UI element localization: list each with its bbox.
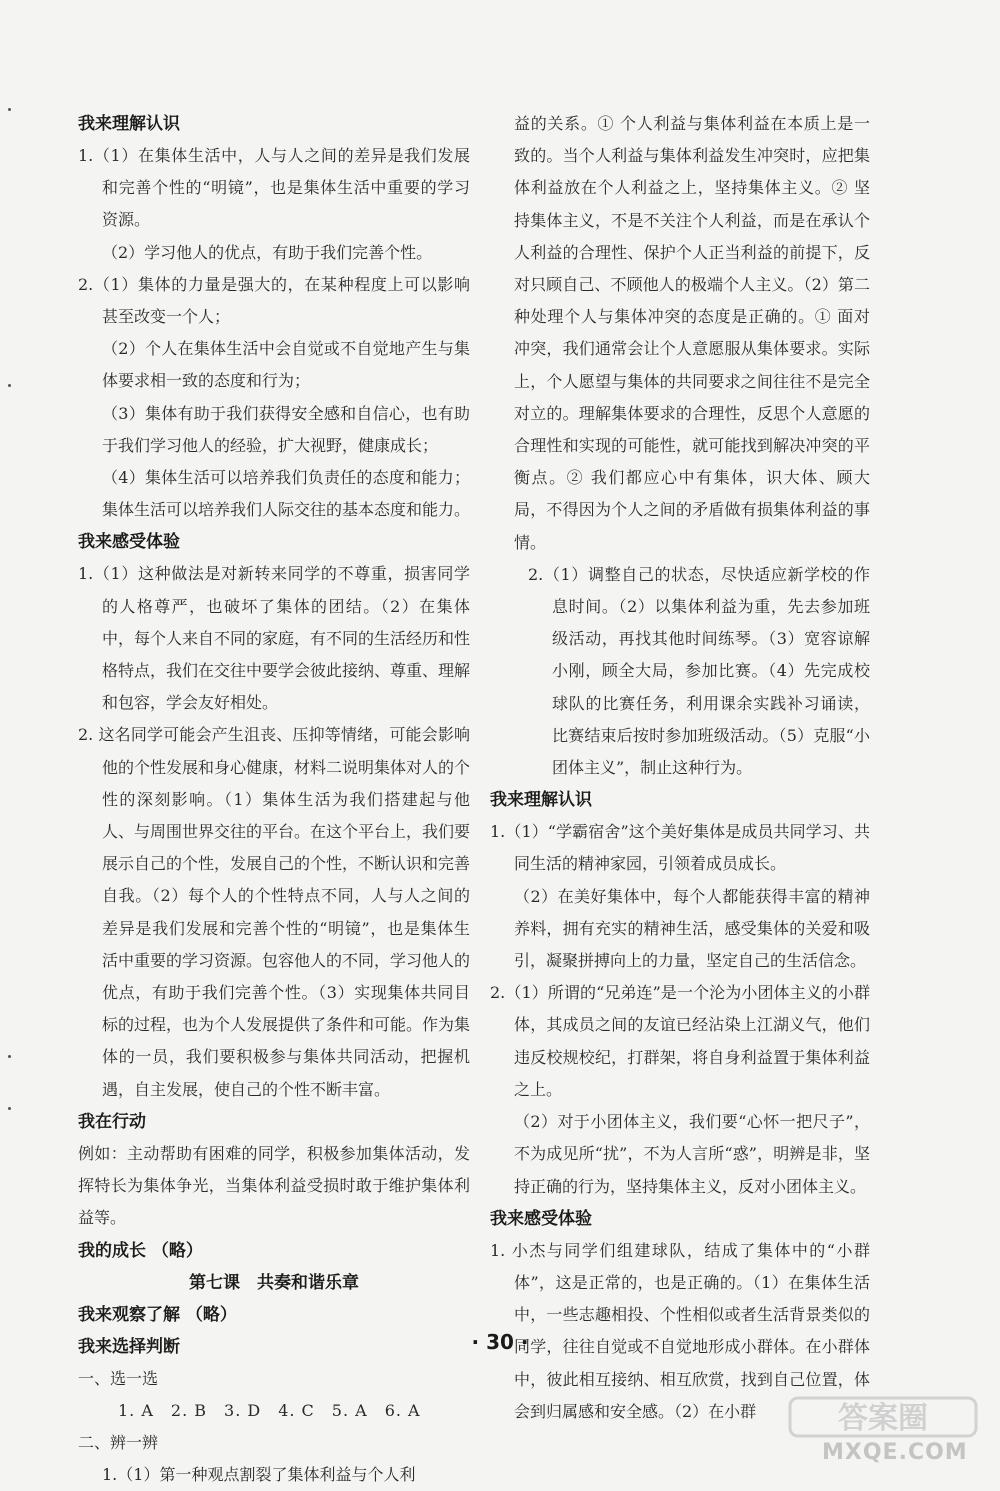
section-heading: 我来感受体验 [78,532,180,553]
scan-speck [8,108,11,111]
answer-paragraph: （2）学习他人的优点，有助于我们完善个性。 [102,242,433,262]
answer-paragraph: （3）集体有助于我们获得安全感和自信心，也有助于我们学习他人的经验，扩大视野，健康成长； [102,403,470,455]
answer-paragraph: 2.（1）集体的力量是强大的，在某种程度上可以影响甚至改变一个人； [78,274,470,327]
answer-paragraph: 1.（1）“学霸宿舍”这个美好集体是成员共同学习、共同生活的精神家园，引领着成员成长。 [490,822,870,874]
watermark-url: MXQE.COM [822,1440,968,1465]
section-heading: 我来理解认识 [490,790,592,811]
choice-answers: 1. A 2. B 3. D 4. C 5. A 6. A [118,1400,421,1420]
subsection-label: 二、辨一辨 [78,1432,159,1452]
section-heading: 我来观察了解 （略） [78,1304,237,1325]
answer-paragraph: 2.（1）所谓的“兄弟连”是一个沦为小团体主义的小群体，其成员之间的友谊已经沾染上江湖义气，他们违反校规校纪，打群架，将自身利益置于集体利益之上。 [490,983,870,1099]
answer-paragraph: 益的关系。① 个人利益与集体利益在本质上是一致的。当个人利益与集体利益发生冲突时，应把集体利益放在个人利益之上，坚持集体主义。② 坚持集体主义，不是不关注个人利益，而是在承认个人利益的合理性、保护个人正当利益的前提下，反对只顾自己、不顾他人的极端个人主义。（2）第二种处理个人与集体冲突的态度是正确的。① 面对冲突，我们通常会让个人意愿服从集体要求。实际上，个人愿望与集体的共同要求之间往往不是完全对立的。理解集体要求的合理性，反思个人意愿的合理性和实现的可能性，就可能找到解决冲突的平衡点。② 我们都应心中有集体，识大体、顾大局，不得因为个人之间的矛盾做有损集体利益的事情。 [514,114,870,552]
subsection-label: 一、选一选 [78,1368,159,1388]
watermark-logo [788,1392,978,1440]
answer-paragraph: 2. 这名同学可能会产生沮丧、压抑等情绪，可能会影响他的个性发展和身心健康，材料二说明集体对人的个性的深刻影响。（1）集体生活为我们搭建起与他人、与周围世界交往的平台。在这个平台上，我们要展示自己的个性，发展自己的个性，不断认识和完善自我。（2）每个人的个性特点不同，人与人之间的差异是我们发展和完善个性的“明镜”，也是集体生活中重要的学习资源。包容他人的不同，学习他人的优点，有助于我们完善个性。（3）实现集体共同目标的过程，也为个人发展提供了条件和可能。作为集体的一员，我们要积极参与集体共同活动，把握机遇，自主发展，使自己的个性不断丰富。 [78,725,471,1099]
scan-speck [8,384,11,387]
answer-paragraph: 1.（1）第一种观点割裂了集体利益与个人利 [102,1464,416,1484]
scan-speck [8,1107,11,1110]
answer-paragraph: 例如：主动帮助有困难的同学，积极参加集体活动，发挥特长为集体争光，当集体利益受损时敢于维护集体利益等。 [78,1143,470,1228]
section-heading: 我的成长 （略） [78,1240,203,1261]
section-heading: 我来理解认识 [78,114,180,134]
right-column [490,108,870,1428]
answer-paragraph: （4）集体生活可以培养我们负责任的态度和能力；集体生活可以培养我们人际交往的基本态度和能力。 [102,468,471,520]
section-heading: 我在行动 [78,1111,146,1132]
answer-paragraph: （2）对于小团体主义，我们要“心怀一把尺子”，不为成见所“扰”，不为人言所“惑”，明辨是非，坚持正确的行为，坚持集体主义，反对小团体主义。 [514,1112,870,1196]
section-heading: 我来感受体验 [490,1208,592,1229]
answer-paragraph: 2.（1）调整自己的状态，尽快适应新学校的作息时间。（2）以集体利益为重，先去参加班级活动，再找其他时间练琴。（3）宽容谅解小刚，顾全大局，参加比赛。（4）先完成校球队的比赛任务，利用课余实践补习诵读，比赛结束后按时参加班级活动。（5）克服“小团体主义”，制止这种行为。 [528,564,870,778]
watermark-text: 答案圈 [838,1401,928,1436]
answer-paragraph: 1.（1）这种做法是对新转来同学的不尊重，损害同学的人格尊严，也破坏了集体的团结。（2）在集体中，每个人来自不同的家庭，有不同的生活经历和性格特点，我们在交往中要学会彼此接纳、尊重、理解和包容，学会友好相处。 [78,564,471,713]
answer-paragraph: 1. 小杰与同学们组建球队，结成了集体中的“小群体”，这是正常的，也是正确的。（1）在集体生活中，一些志趣相投、个性相似或者生活背景类似的同学，往往自觉或不自觉地形成小群体。在小群体中，彼此相互接纳、相互欣赏，找到自己位置，体会到归属感和安全感。（2）在小群 [490,1240,870,1421]
page-number: · 30 · [471,1330,529,1354]
scan-speck [8,1055,11,1058]
answer-paragraph: （2）在美好集体中，每个人都能获得丰富的精神养料，拥有充实的精神生活，感受集体的关爱和吸引，凝聚拼搏向上的力量，坚定自己的生活信念。 [514,886,870,971]
lesson-title: 第七课 共奏和谐乐章 [189,1272,359,1293]
answer-paragraph: 1.（1）在集体生活中，人与人之间的差异是我们发展和完善个性的“明镜”，也是集体生活中重要的学习资源。 [78,146,470,230]
answer-paragraph: （2）个人在集体生活中会自觉或不自觉地产生与集体要求相一致的态度和行为； [102,339,470,391]
left-column [78,108,470,1491]
section-heading: 我来选择判断 [78,1336,180,1357]
